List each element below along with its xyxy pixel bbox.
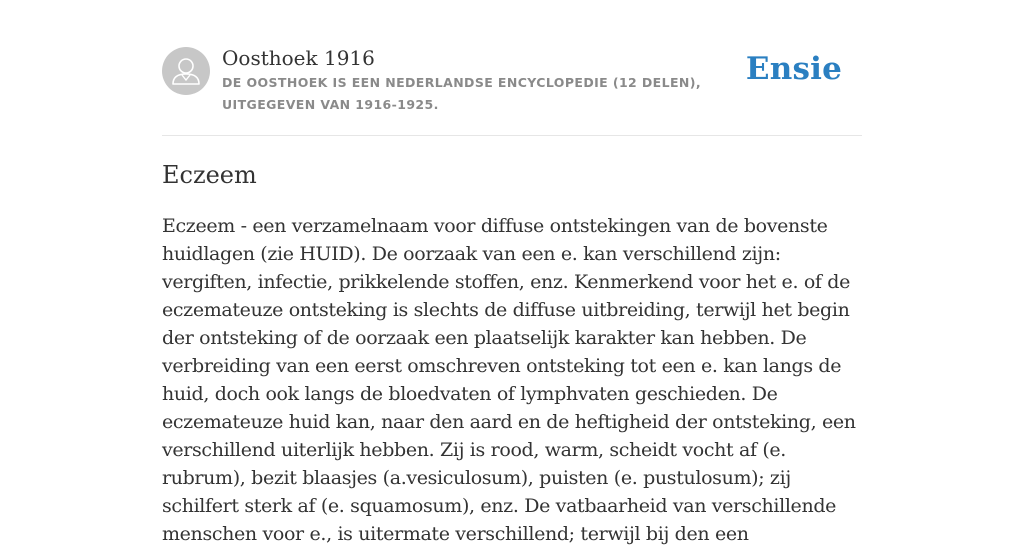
entry-body: Eczeem - een verzamelnaam voor diffuse ontstekingen van de bovenste huidlagen (zie HUID). De oorzaak van een e. kan verschillend zijn: vergiften, infectie, prikkelende stoffen, enz. Kenmerkend voor het e. of de eczemateuze ontsteking is slechts de diffuse uitbreiding, terwijl het begin der ontsteking of de oorzaak een plaatselijk karakter kan hebben. De verbreiding van een eerst omschreven ontsteking tot een e. kan langs de huid, doch ook langs de bloedvaten of lymphvaten geschieden. De eczemateuze huid kan, naar den aard en de heftigheid der ontsteking, een verschillend uiterlijk hebben. Zij is rood, warm, scheidt vocht af (e. rubrum), bezit blaasjes (a.vesiculosum), puisten (e. pustulosum); zij schilfert sterk af (e. squamosum), enz. De vatbaarheid van verschillende menschen voor e., is uitermate verschillend; terwijl bij den een [162, 215, 856, 545]
avatar[interactable] [162, 47, 210, 95]
user-icon [162, 47, 210, 95]
header-divider [162, 135, 862, 136]
brand-logo-link[interactable]: Ensie [745, 51, 842, 87]
source-description: DE OOSTHOEK IS EEN NEDERLANDSE ENCYCLOPEDIE (12 DELEN), UITGEGEVEN VAN 1916-1925. [222, 75, 702, 112]
source-title[interactable]: Oosthoek 1916 [222, 46, 375, 70]
source-header [162, 45, 862, 135]
entry-title: Eczeem [162, 161, 257, 189]
